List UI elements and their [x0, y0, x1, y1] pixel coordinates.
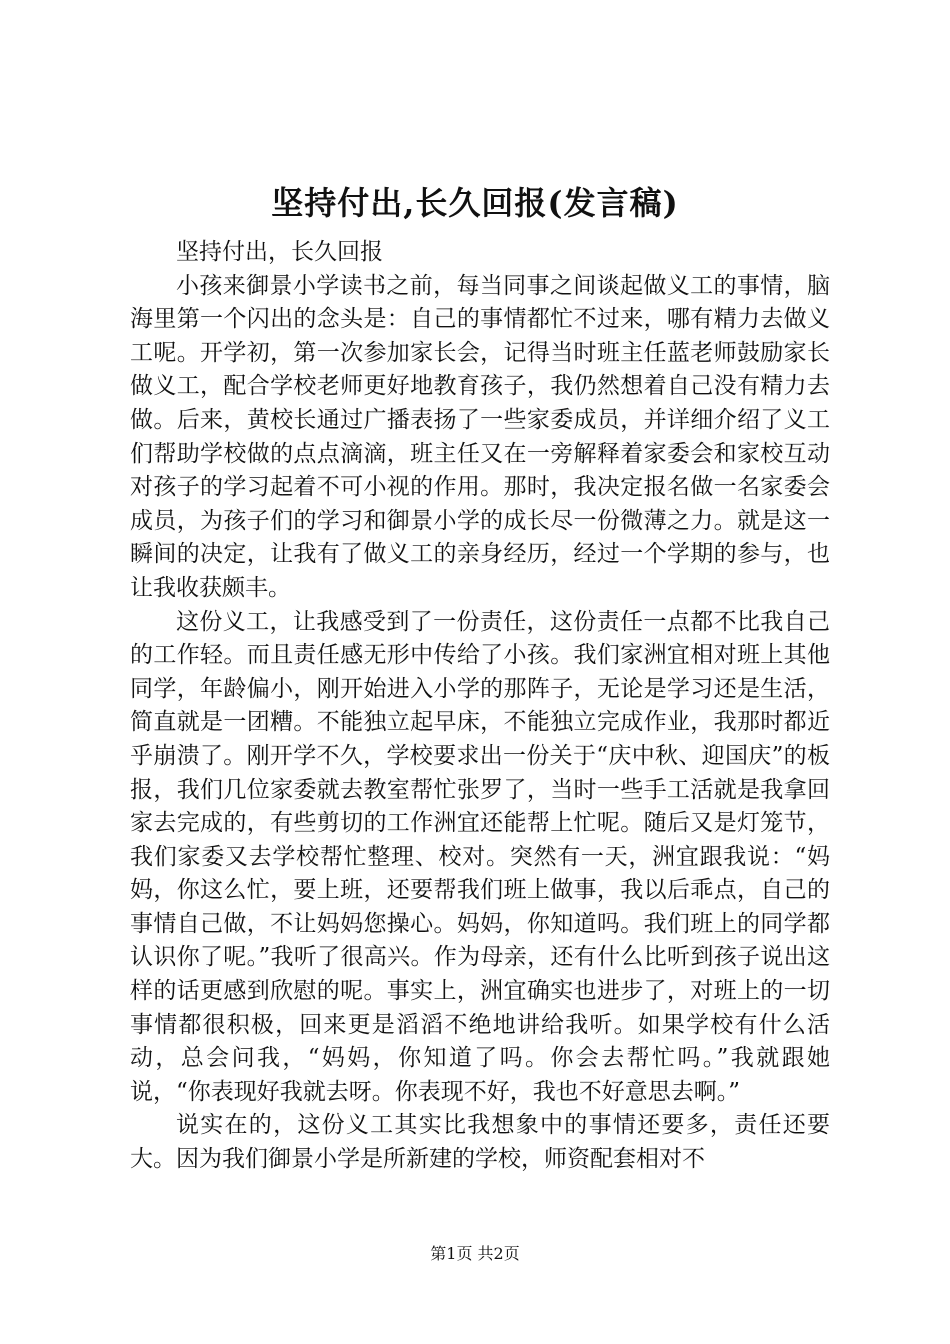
- subtitle-paragraph: 坚持付出，长久回报: [176, 239, 383, 265]
- document-body: [130, 236, 830, 1177]
- body-paragraph-3: 说实在的，这份义工其实比我想象中的事情还要多，责任还要大。因为我们御景小学是所新建的学校，师资配套相对不: [130, 1112, 830, 1173]
- page-footer: 第1页 共2页: [430, 1244, 520, 1263]
- document-title: 坚持付出,长久回报(发言稿): [271, 184, 679, 222]
- body-paragraph-1: 小孩来御景小学读书之前，每当同事之间谈起做义工的事情，脑海里第一个闪出的念头是：自己的事情都忙不过来，哪有精力去做义工呢。开学初，第一次参加家长会，记得当时班主任蓝老师鼓励家长做义工，配合学校老师更好地教育孩子，我仍然想着自己没有精力去做。后来，黄校长通过广播表扬了一些家委成员，并详细介绍了义工们帮助学校做的点点滴滴，班主任又在一旁解释着家委会和家校互动对孩子的学习起着不可小视的作用。那时，我决定报名做一名家委会成员，为孩子们的学习和御景小学的成长尽一份微薄之力。就是这一瞬间的决定，让我有了做义工的亲身经历，经过一个学期的参与，也让我收获颇丰。: [130, 272, 830, 601]
- body-paragraph-2: 这份义工，让我感受到了一份责任，这份责任一点都不比我自己的工作轻。而且责任感无形中传给了小孩。我们家洲宜相对班上其他同学，年龄偏小，刚开始进入小学的那阵子，无论是学习还是生活，简直就是一团糟。不能独立起早床，不能独立完成作业，我那时都近乎崩溃了。刚开学不久，学校要求出一份关于“庆中秋、迎国庆”的板报，我们几位家委就去教室帮忙张罗了，当时一些手工活就是我拿回家去完成的，有些剪切的工作洲宜还能帮上忙呢。随后又是灯笼节，我们家委又去学校帮忙整理、校对。突然有一天，洲宜跟我说：“妈妈，你这么忙，要上班，还要帮我们班上做事，我以后乖点，自己的事情自己做，不让妈妈您操心。妈妈，你知道吗。我们班上的同学都认识你了呢。”我听了很高兴。作为母亲，还有什么比听到孩子说出这样的话更感到欣慰的呢。事实上，洲宜确实也进步了，对班上的一切事情都很积极，回来更是滔滔不绝地讲给我听。如果学校有什么活动，总会问我，“妈妈，你知道了吗。你会去帮忙吗。”我就跟她说，“你表现好我就去呀。你表现不好，我也不好意思去啊。”: [130, 608, 830, 1105]
